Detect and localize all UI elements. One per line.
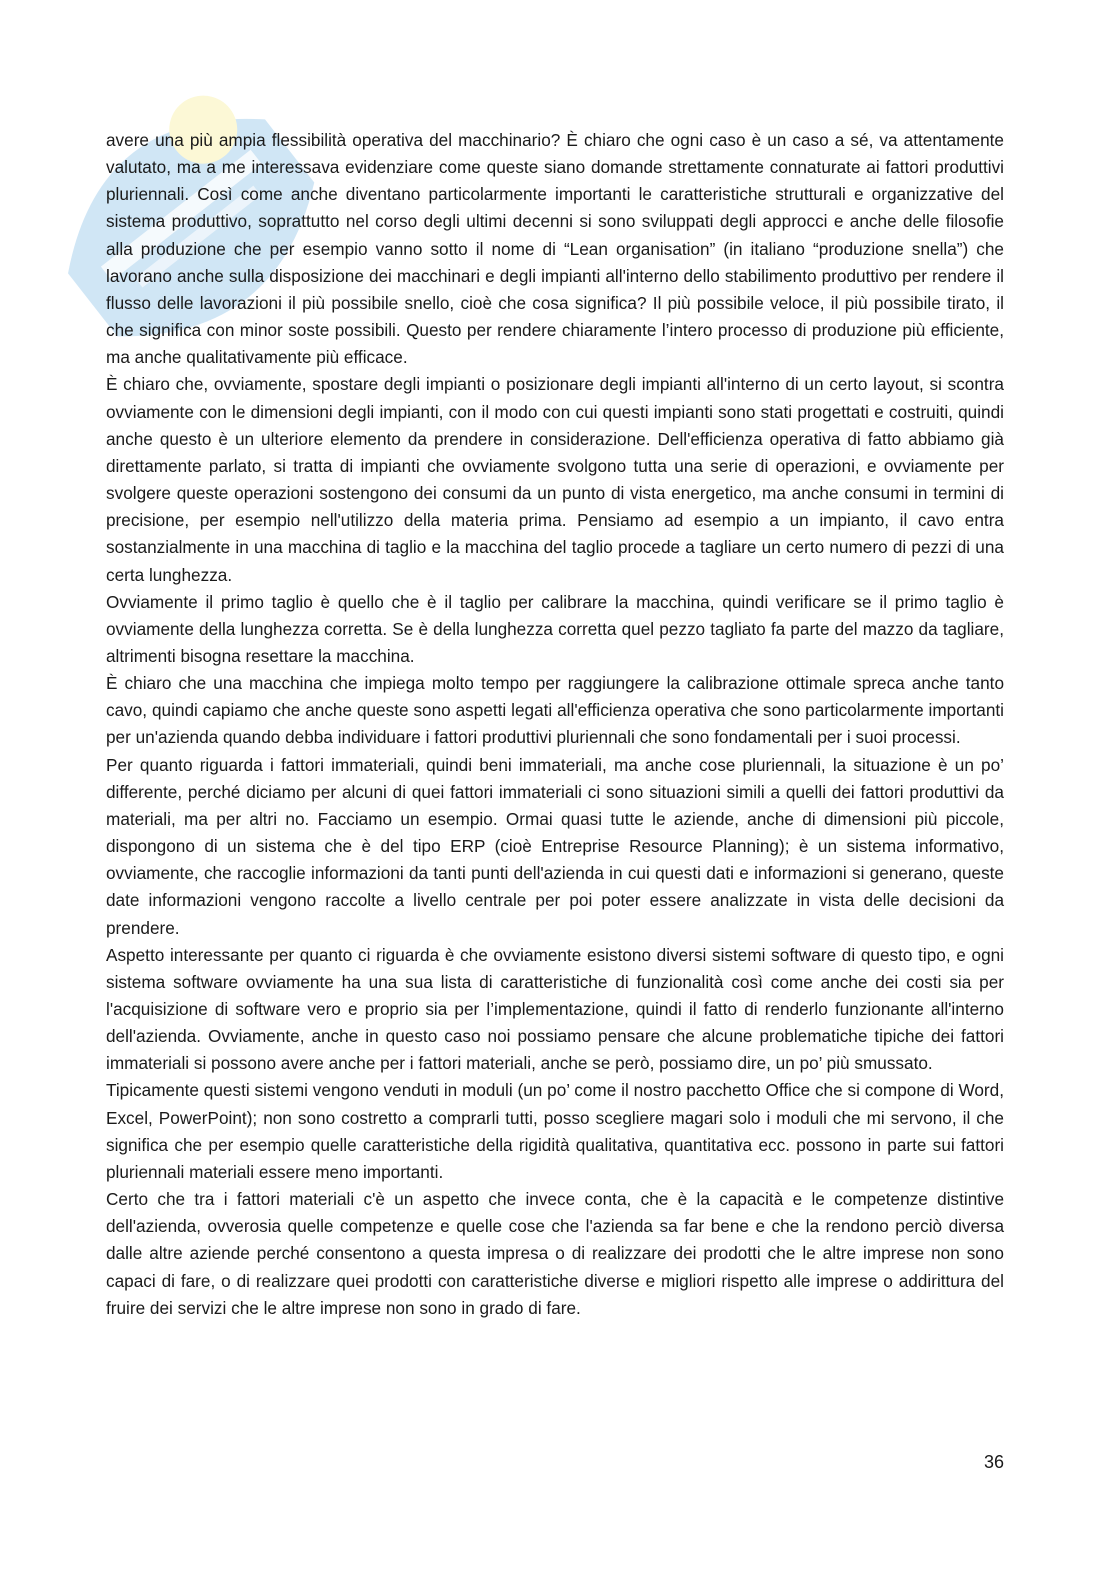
paragraph: Ovviamente il primo taglio è quello che è il taglio per calibrare la macchina, quindi verificare se il primo taglio è ovviamente della lunghezza corretta. Se è della lunghezza corretta quel pezzo tagliato fa parte del mazzo da tagliare, altrimenti bisogna resettare la macchina. [106,591,1004,666]
paragraph: Per quanto riguarda i fattori immateriali, quindi beni immateriali, ma anche cose pluriennali, la situazione è un po’ differente, perché diciamo per alcuni di quei fattori immateriali ci sono situazioni simili a quelli dei fattori produttivi da materiali, ma per altri no. Facciamo un esempio. Ormai quasi tutte le aziende, anche di dimensioni più piccole, dispongono di un sistema che è del tipo ERP (cioè Entreprise Resource Planning); è un sistema informativo, ovviamente, che raccoglie informazioni da tanti punti dell'azienda in cui questi dati e informazioni si generano, queste date informazioni vengono raccolte a livello centrale per poi poter essere analizzate in vista delle decisioni da prendere. [106,754,1004,938]
paragraph: avere una più ampia flessibilità operativa del macchinario? È chiaro che ogni caso è un caso a sé, va attentamente valutato, ma a me interessava evidenziare come queste siano domande strettamente connaturate ai fattori produttivi pluriennali. Così come anche diventano particolarmente importanti le caratteristiche strutturali e organizzative del sistema produttivo, soprattutto nel corso degli ultimi decenni si sono sviluppati degli approcci e anche delle filosofie alla produzione che per esempio vanno sotto il nome di “Lean organisation” (in italiano “produzione snella”) che lavorano anche sulla disposizione dei macchinari e degli impianti all'interno dello stabilimento produttivo per rendere il flusso delle lavorazioni il più possibile snello, cioè che cosa significa? Il più possibile veloce, il più possibile tirato, il che significa con minor soste possibili. Questo per rendere chiaramente l’intero processo di produzione più efficiente, ma anche qualitativamente più efficace. [106,130,1004,368]
paragraph: Aspetto interessante per quanto ci riguarda è che ovviamente esistono diversi sistemi software di questo tipo, e ogni sistema software ovviamente ha una sua lista di caratteristiche di funzionalità così come anche dei costi sia per l'acquisizione di software vero e proprio sia per l’implementazione, quindi il fatto di renderlo funzionante all'interno dell'azienda. Ovviamente, anche in questo caso noi possiamo pensare che alcune problematiche tipiche dei fattori immateriali si possono avere anche per i fattori materiali, anche se però, possiamo dire, un po’ più smussato. [106,944,1004,1074]
paragraph: Certo che tra i fattori materiali c'è un aspetto che invece conta, che è la capacità e le competenze distintive dell'azienda, ovverosia quelle competenze e quelle cose che l'azienda sa far bene e che la rendono perciò diversa dalle altre aziende perché consentono a questa impresa o di realizzare dei prodotti che le altre imprese non sono capaci di fare, o di realizzare quei prodotti con caratteristiche diverse e migliori rispetto alle imprese o addirittura del fruire dei servizi che le altre imprese non sono in grado di fare. [106,1189,1004,1318]
paragraph: È chiaro che, ovviamente, spostare degli impianti o posizionare degli impianti all'interno di un certo layout, si scontra ovviamente con le dimensioni degli impianti, con il modo con cui questi impianti sono stati progettati e costruiti, quindi anche questo è un ulteriore elemento da prendere in considerazione. Dell'efficienza operativa di fatto abbiamo già direttamente parlato, si tratta di impianti che ovviamente svolgono tutta una serie di operazioni, e ovviamente per svolgere queste operazioni sostengono dei consumi da un punto di vista energetico, ma anche consumi in termini di precisione, per esempio nell'utilizzo della materia prima. Pensiamo ad esempio a un impianto, il cavo entra sostanzialmente in una macchina di taglio e la macchina del taglio procede a tagliare un certo numero di pezzi di una certa lunghezza. [106,374,1004,585]
page-number: 36 [983,1452,1004,1472]
paragraph: È chiaro che una macchina che impiega molto tempo per raggiungere la calibrazione ottimale spreca anche tanto cavo, quindi capiamo che anche queste sono aspetti legati all'efficienza operativa che sono particolarmente importanti per un'azienda quando debba individuare i fattori produttivi pluriennali che sono fondamentali per i suoi processi. [106,673,1004,748]
document-body [106,127,1004,1322]
paragraph: Tipicamente questi sistemi vengono venduti in moduli (un po’ come il nostro pacchetto Office che si compone di Word, Excel, PowerPoint); non sono costretto a comprarli tutti, posso scegliere magari solo i moduli che mi servono, il che significa che per esempio quelle caratteristiche della rigidità qualitativa, quantitativa ecc. possono in parte sui fattori pluriennali materiali essere meno importanti. [106,1080,1004,1182]
